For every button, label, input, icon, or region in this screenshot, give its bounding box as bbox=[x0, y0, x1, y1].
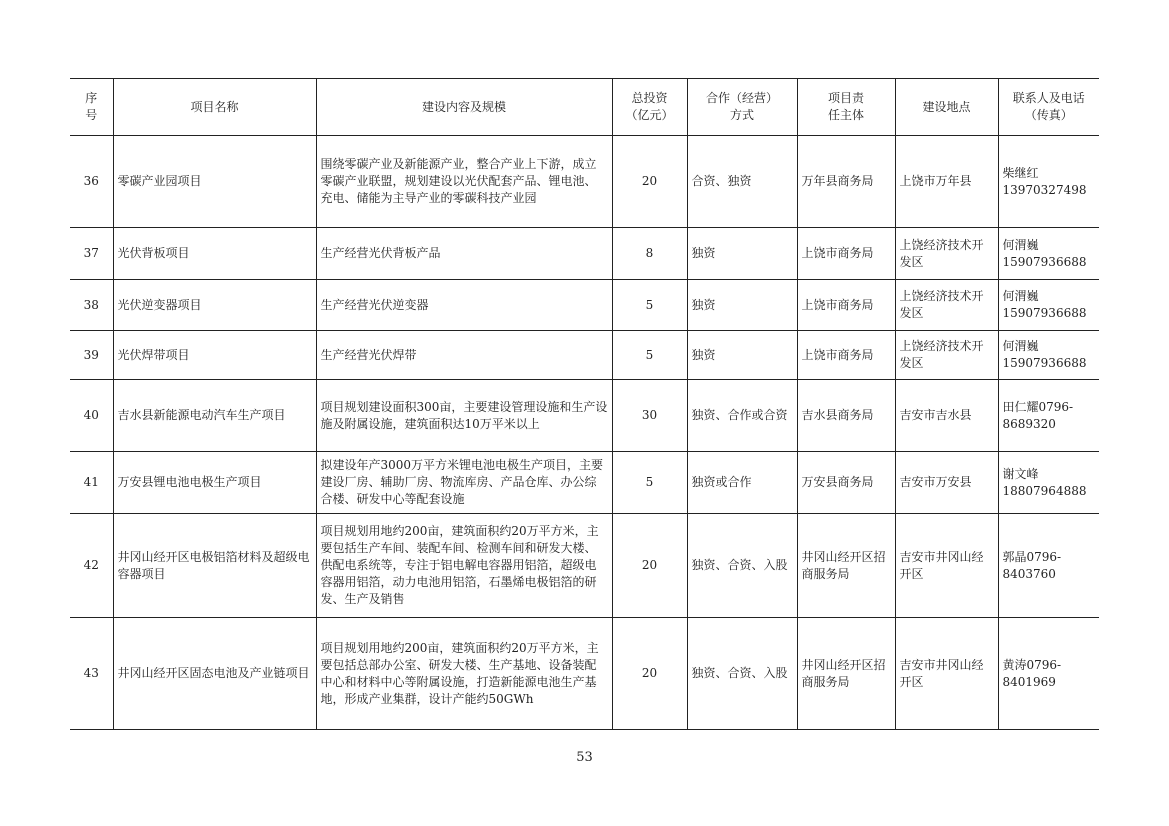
header-scale: 建设内容及规模 bbox=[316, 79, 612, 136]
row-investment: 5 bbox=[612, 280, 687, 331]
row-no: 39 bbox=[70, 331, 113, 380]
row-scale: 项目规划用地约200亩，建筑面积约20万平方米，主要包括生产车间、装配车间、检测车间和研发大楼、供配电系统等，专注于铝电解电容器用铝箔，超级电容器用铝箔，动力电池用铝箔，石墨烯电极铝箔的研发、生产及销售 bbox=[316, 514, 612, 618]
header-contact: 联系人及电话 （传真） bbox=[998, 79, 1099, 136]
row-scale: 生产经营光伏逆变器 bbox=[316, 280, 612, 331]
row-no: 37 bbox=[70, 228, 113, 280]
row-investment: 5 bbox=[612, 331, 687, 380]
row-scale: 项目规划建设面积300亩，主要建设管理设施和生产设施及附属设施，建筑面积达10万平米以上 bbox=[316, 380, 612, 452]
row-location: 吉安市井冈山经开区 bbox=[895, 514, 998, 618]
row-contact: 郭晶0796-8403760 bbox=[998, 514, 1099, 618]
table-row bbox=[70, 136, 1099, 228]
table-row bbox=[70, 331, 1099, 380]
row-mode: 独资 bbox=[687, 331, 797, 380]
row-entity: 上饶市商务局 bbox=[797, 331, 895, 380]
row-name: 万安县锂电池电极生产项目 bbox=[113, 452, 316, 514]
row-mode: 独资或合作 bbox=[687, 452, 797, 514]
row-location: 上饶经济技术开发区 bbox=[895, 228, 998, 280]
row-scale: 项目规划用地约200亩，建筑面积约20万平方米，主要包括总部办公室、研发大楼、生产基地、设备装配中心和材料中心等附属设施，打造新能源电池生产基地，形成产业集群，设计产能约50GWh bbox=[316, 618, 612, 730]
row-contact: 谢文峰 18807964888 bbox=[998, 452, 1099, 514]
row-investment: 20 bbox=[612, 514, 687, 618]
table-row bbox=[70, 618, 1099, 730]
row-location: 吉安市吉水县 bbox=[895, 380, 998, 452]
row-no: 41 bbox=[70, 452, 113, 514]
row-name: 井冈山经开区电极铝箔材料及超级电容器项目 bbox=[113, 514, 316, 618]
row-entity: 万年县商务局 bbox=[797, 136, 895, 228]
row-scale: 生产经营光伏背板产品 bbox=[316, 228, 612, 280]
header-mode: 合作（经营） 方式 bbox=[687, 79, 797, 136]
row-name: 井冈山经开区固态电池及产业链项目 bbox=[113, 618, 316, 730]
table-row bbox=[70, 514, 1099, 618]
header-investment: 总投资 （亿元） bbox=[612, 79, 687, 136]
table-row bbox=[70, 452, 1099, 514]
row-entity: 上饶市商务局 bbox=[797, 228, 895, 280]
table-row bbox=[70, 380, 1099, 452]
row-investment: 8 bbox=[612, 228, 687, 280]
row-entity: 上饶市商务局 bbox=[797, 280, 895, 331]
row-mode: 独资 bbox=[687, 280, 797, 331]
page-number: 53 bbox=[576, 750, 593, 765]
row-name: 光伏逆变器项目 bbox=[113, 280, 316, 331]
row-location: 吉安市井冈山经开区 bbox=[895, 618, 998, 730]
row-mode: 独资、合资、入股 bbox=[687, 514, 797, 618]
row-contact: 黄涛0796-8401969 bbox=[998, 618, 1099, 730]
row-scale: 拟建设年产3000万平方米锂电池电极生产项目，主要建设厂房、辅助厂房、物流库房、产品仓库、办公综合楼、研发中心等配套设施 bbox=[316, 452, 612, 514]
header-location: 建设地点 bbox=[895, 79, 998, 136]
header-row bbox=[70, 79, 1099, 136]
row-no: 38 bbox=[70, 280, 113, 331]
table-row bbox=[70, 280, 1099, 331]
row-name: 光伏焊带项目 bbox=[113, 331, 316, 380]
row-contact: 柴继红 13970327498 bbox=[998, 136, 1099, 228]
row-entity: 万安县商务局 bbox=[797, 452, 895, 514]
table-row bbox=[70, 228, 1099, 280]
header-name: 项目名称 bbox=[113, 79, 316, 136]
row-mode: 合资、独资 bbox=[687, 136, 797, 228]
row-no: 43 bbox=[70, 618, 113, 730]
row-name: 吉水县新能源电动汽车生产项目 bbox=[113, 380, 316, 452]
row-mode: 独资、合资、入股 bbox=[687, 618, 797, 730]
row-location: 吉安市万安县 bbox=[895, 452, 998, 514]
row-mode: 独资 bbox=[687, 228, 797, 280]
row-entity: 井冈山经开区招商服务局 bbox=[797, 618, 895, 730]
row-no: 36 bbox=[70, 136, 113, 228]
row-contact: 何渭巍 15907936688 bbox=[998, 280, 1099, 331]
row-entity: 吉水县商务局 bbox=[797, 380, 895, 452]
project-table bbox=[70, 78, 1099, 730]
row-investment: 20 bbox=[612, 618, 687, 730]
row-scale: 围绕零碳产业及新能源产业，整合产业上下游，成立零碳产业联盟，规划建设以光伏配套产品、锂电池、充电、储能为主导产业的零碳科技产业园 bbox=[316, 136, 612, 228]
row-mode: 独资、合作或合资 bbox=[687, 380, 797, 452]
row-investment: 20 bbox=[612, 136, 687, 228]
row-no: 40 bbox=[70, 380, 113, 452]
row-no: 42 bbox=[70, 514, 113, 618]
row-location: 上饶经济技术开发区 bbox=[895, 331, 998, 380]
row-investment: 30 bbox=[612, 380, 687, 452]
row-contact: 田仁耀0796-8689320 bbox=[998, 380, 1099, 452]
header-no: 序 号 bbox=[70, 79, 113, 136]
row-location: 上饶经济技术开发区 bbox=[895, 280, 998, 331]
row-entity: 井冈山经开区招商服务局 bbox=[797, 514, 895, 618]
row-contact: 何渭巍 15907936688 bbox=[998, 331, 1099, 380]
row-location: 上饶市万年县 bbox=[895, 136, 998, 228]
row-investment: 5 bbox=[612, 452, 687, 514]
row-name: 光伏背板项目 bbox=[113, 228, 316, 280]
header-entity: 项目责 任主体 bbox=[797, 79, 895, 136]
row-contact: 何渭巍 15907936688 bbox=[998, 228, 1099, 280]
row-scale: 生产经营光伏焊带 bbox=[316, 331, 612, 380]
row-name: 零碳产业园项目 bbox=[113, 136, 316, 228]
